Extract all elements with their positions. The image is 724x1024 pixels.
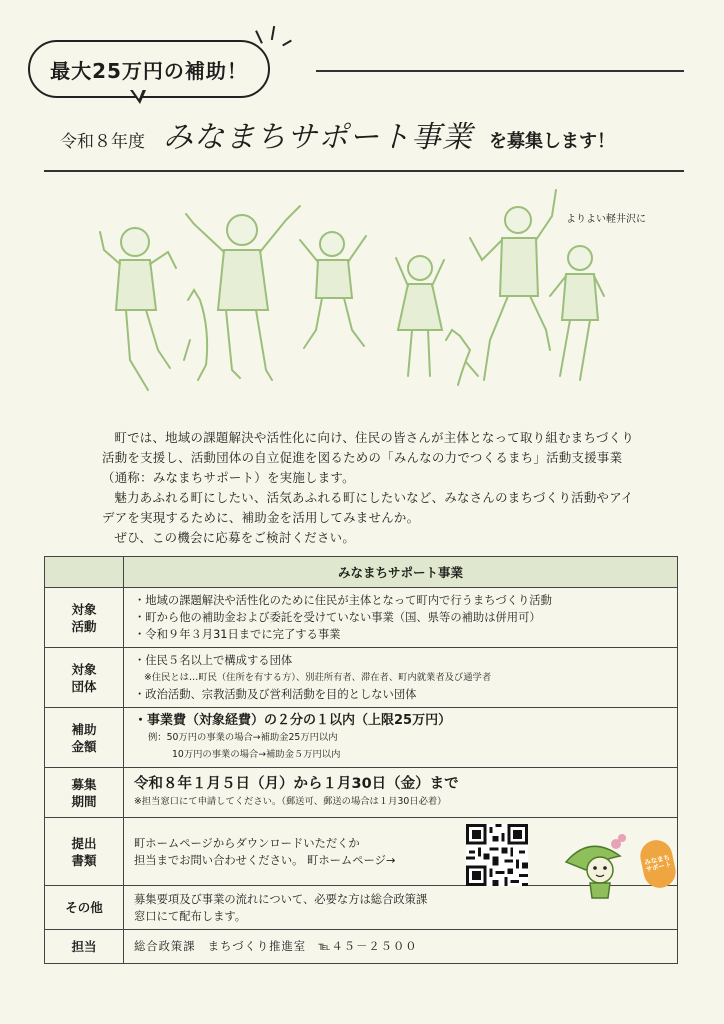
- title-sub: を募集します！: [489, 131, 615, 152]
- table-row: [45, 648, 678, 708]
- period-dates: 令和８年１月５日（月）から１月30日（金）まで: [134, 775, 459, 792]
- subsidy-example: 例：50万円の事業の場合→補助金25万円以内: [148, 732, 338, 743]
- documents-line: 町ホームページからダウンロードいただくか: [134, 836, 360, 850]
- subsidy-example: 10万円の事業の場合→補助金５万円以内: [172, 749, 341, 760]
- note-text: ※住民とは…町民（住所を有する方）、別荘所有者、滞在者、町内就業者及び通学者: [144, 672, 492, 683]
- spark-line-icon: [282, 40, 292, 47]
- title-year: 令和８年度: [60, 132, 145, 152]
- support-badge-label: みなまちサポート: [643, 853, 673, 874]
- table-header-title: みなまちサポート事業: [124, 557, 678, 588]
- row-label-target-activity: 対象 活動: [45, 588, 124, 648]
- table-row: [45, 708, 678, 768]
- cat-icon: [184, 290, 207, 380]
- row-label-subsidy: 補助 金額: [45, 708, 124, 768]
- row-label-contact: 担当: [45, 930, 124, 964]
- list-item: ・住民５名以上で構成する団体: [134, 654, 293, 667]
- header-rule-top: [316, 70, 684, 72]
- list-item: ・政治活動、宗教活動及び営利活動を目的としない団体: [134, 688, 417, 701]
- intro-paragraph: ぜひ、この機会に応募をご検討ください。: [114, 530, 356, 545]
- table-header-blank: [45, 557, 124, 588]
- row-label-target-group: 対象 団体: [45, 648, 124, 708]
- table-row: [45, 588, 678, 648]
- person-woman2-icon: [550, 246, 604, 380]
- person-grandpa-icon: [100, 228, 176, 390]
- tagline: よりよい軽井沢に: [566, 214, 646, 225]
- other-line: 窓口にて配布します。: [134, 909, 247, 923]
- row-label-period: 募集 期間: [45, 768, 124, 818]
- max-subsidy-bubble: 最大25万円の補助！: [28, 40, 270, 98]
- intro-paragraph: 魅力あふれる町にしたい、活気あふれる町にしたいなど、みなさんのまちづくり活動やアイデアを実現するために、補助金を活用してみませんか。: [102, 490, 634, 525]
- person-woman-icon: [186, 206, 300, 380]
- documents-line: 担当までお問い合わせください。 町ホームページ→: [134, 853, 396, 867]
- dog-icon: [446, 330, 478, 385]
- other-line: 募集要項及び事業の流れについて、必要な方は総合政策課: [134, 892, 428, 906]
- jumping-people-illustration: [90, 180, 610, 412]
- period-note: ※担当窓口にて申請してください。（郵送可、郵送の場合は１月30日必着）: [134, 795, 447, 807]
- row-content-target-group: [124, 648, 678, 708]
- header-rule-bottom: [44, 170, 684, 172]
- title-main: みなまちサポート事業: [163, 120, 473, 155]
- bubble-tail-inner: [132, 89, 143, 99]
- intro-paragraph: 町では、地域の課題解決や活性化に向け、住民の皆さんが主体となって取り組むまちづくり活動を支援し、活動団体の自立促進を図るための「みんなの力でつくるまち」活動支援事業（通称：みなまちサポート）を実施します。: [102, 430, 635, 485]
- person-boy-icon: [300, 232, 366, 348]
- row-label-other: その他: [45, 886, 124, 930]
- intro-text: [102, 428, 642, 548]
- spark-line-icon: [255, 30, 263, 44]
- row-content-target-activity: [124, 588, 678, 648]
- qr-code-icon[interactable]: [466, 824, 528, 886]
- person-girl-icon: [396, 256, 444, 376]
- row-content-contact: 総合政策課 まちづくり推進室 ℡４５－２５００: [124, 930, 678, 964]
- row-content-subsidy: [124, 708, 678, 768]
- row-label-documents: 提出 書類: [45, 818, 124, 886]
- row-content-period: [124, 768, 678, 818]
- table-row: [45, 930, 678, 964]
- subsidy-amount: ・事業費（対象経費）の２分の１以内（上限25万円）: [134, 713, 452, 728]
- table-row: [45, 768, 678, 818]
- list-item: ・町から他の補助金および委託を受けていない事業（国、県等の補助は併用可）: [134, 611, 541, 624]
- list-item: ・令和９年３月31日までに完了する事業: [134, 628, 341, 641]
- list-item: ・地域の課題解決や活性化のために住民が主体となって町内で行うまちづくり活動: [134, 594, 552, 607]
- person-man-icon: [470, 190, 556, 380]
- page-title: [60, 112, 700, 156]
- spark-line-icon: [271, 26, 275, 40]
- table-header-row: [45, 557, 678, 588]
